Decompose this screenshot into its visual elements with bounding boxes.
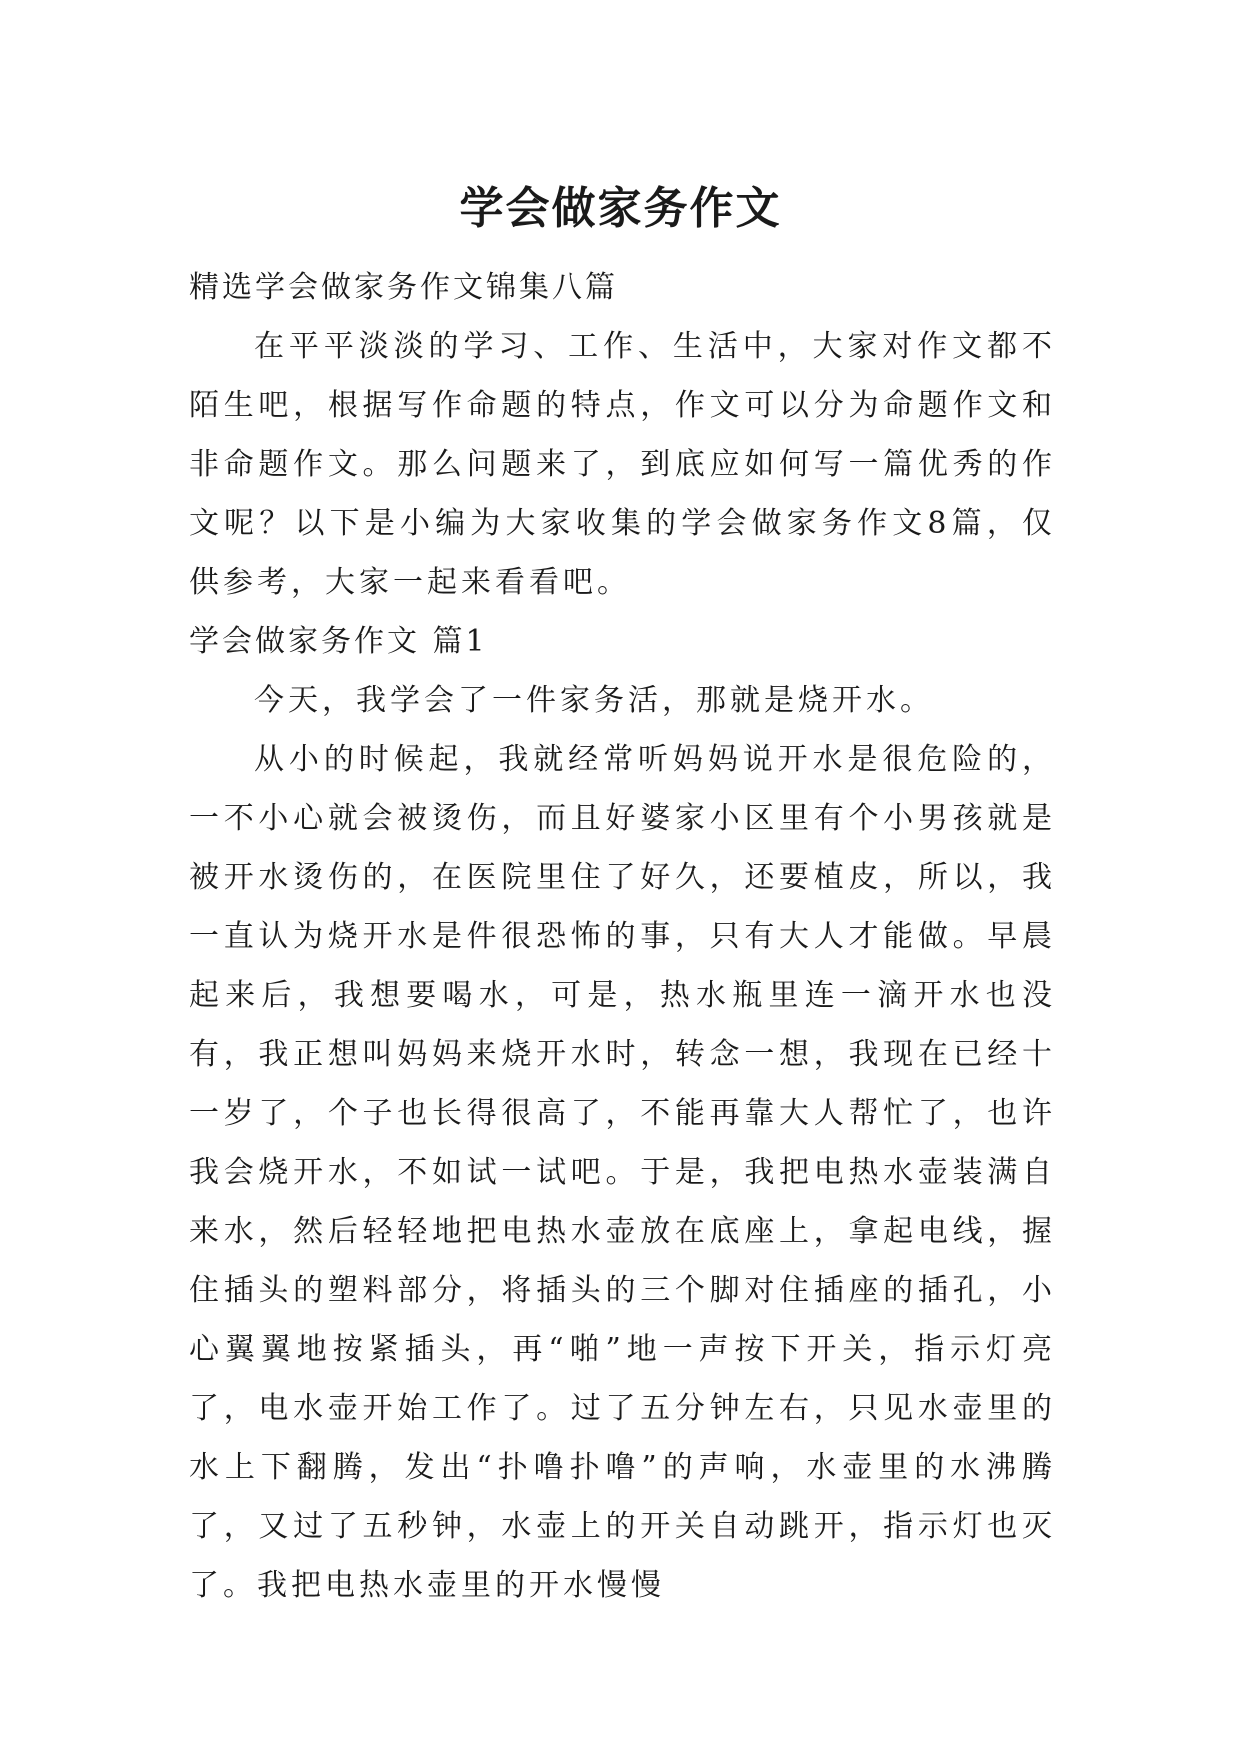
document-body [189, 258, 1056, 1615]
intro-paragraph: 在平平淡淡的学习、工作、生活中，大家对作文都不陌生吧，根据写作命题的特点，作文可以分为命题作文和非命题作文。那么问题来了，到底应如何写一篇优秀的作文呢？以下是小编为大家收集的学会做家务作文8篇，仅供参考，大家一起来看看吧。 [189, 329, 1056, 600]
document-title: 学会做家务作文 [459, 183, 782, 235]
subtitle: 精选学会做家务作文锦集八篇 [189, 270, 618, 305]
body-paragraph: 今天，我学会了一件家务活，那就是烧开水。 [254, 683, 934, 718]
body-paragraph: 从小的时候起，我就经常听妈妈说开水是很危险的，一不小心就会被烫伤，而且好婆家小区里有个小男孩就是被开水烫伤的，在医院里住了好久，还要植皮，所以，我一直认为烧开水是件很恐怖的事，只有大人才能做。早晨起来后，我想要喝水，可是，热水瓶里连一滴开水也没有，我正想叫妈妈来烧开水时，转念一想，我现在已经十一岁了，个子也长得很高了，不能再靠大人帮忙了，也许我会烧开水，不如试一试吧。于是，我把电热水壶装满自来水，然后轻轻地把电热水壶放在底座上，拿起电线，握住插头的塑料部分，将插头的三个脚对住插座的插孔，小心翼翼地按紧插头，再“啪”地一声按下开关，指示灯亮了，电水壶开始工作了。过了五分钟左右，只见水壶里的水上下翻腾，发出“扑噜扑噜”的声响，水壶里的水沸腾了，又过了五秒钟，水壶上的开关自动跳开，指示灯也灭了。我把电热水壶里的开水慢慢 [189, 742, 1056, 1603]
section-heading: 学会做家务作文 篇1 [189, 624, 488, 659]
